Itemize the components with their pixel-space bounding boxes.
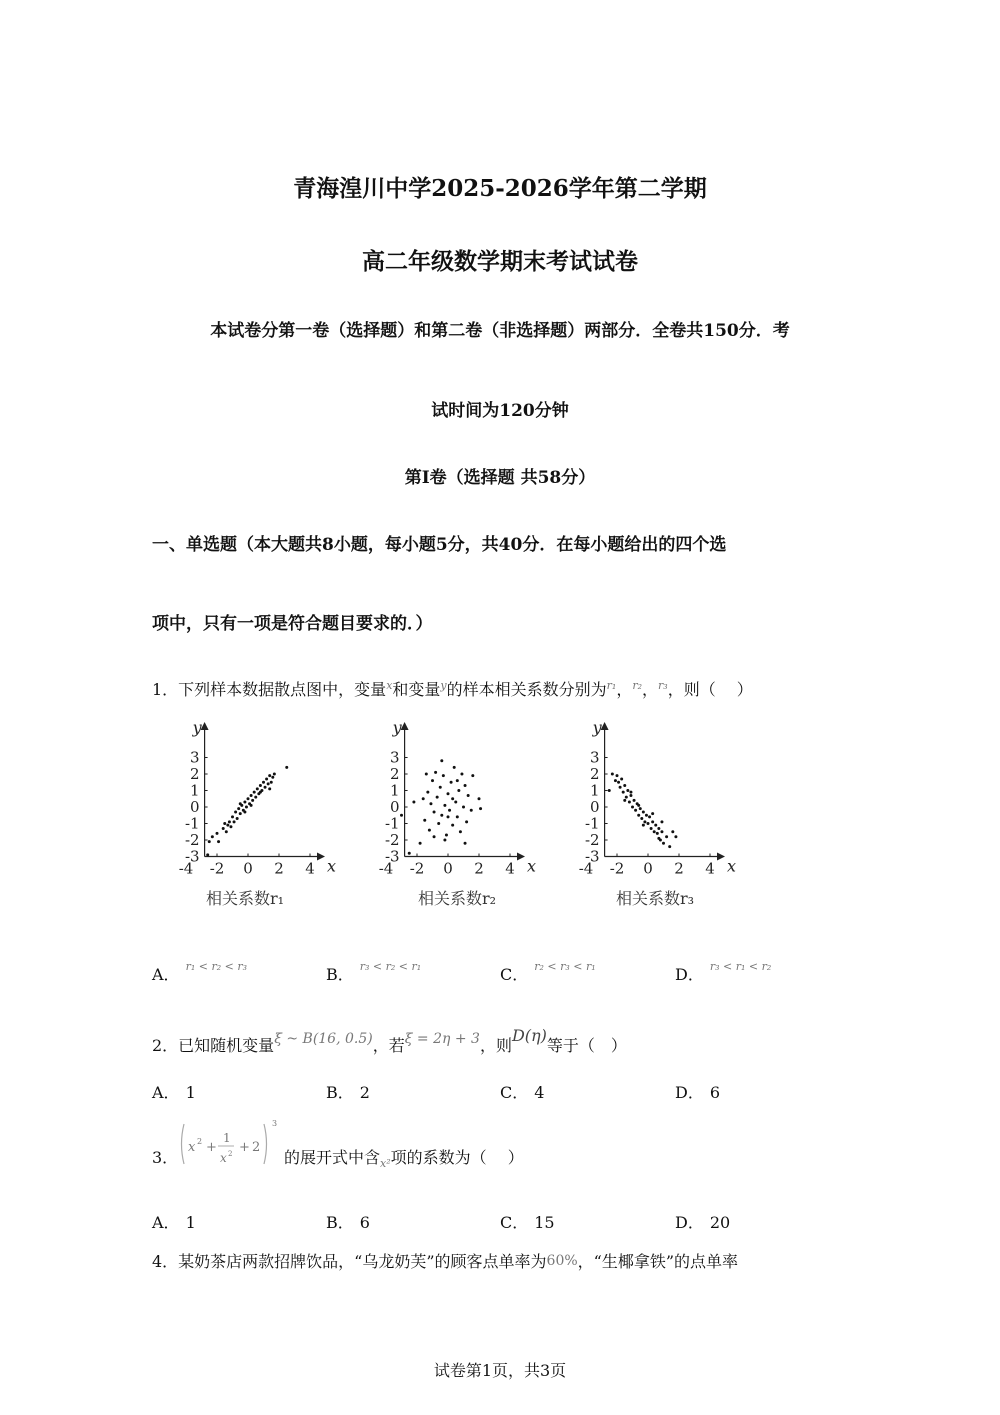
scatter-point <box>400 814 403 817</box>
scatter-point <box>225 830 228 833</box>
scatter-point <box>447 815 450 818</box>
x-tick-label: 4 <box>305 859 315 878</box>
scatter-chart-1 <box>155 718 345 878</box>
scatter-point <box>440 814 443 817</box>
scatter-point <box>443 804 446 807</box>
r2-symbol: r₂ <box>632 679 643 692</box>
q1-option-a[interactable]: A． $^{r_1 < r_2 < r_3}$ <box>152 960 247 984</box>
scatter-point <box>217 840 220 843</box>
scatter-point <box>668 845 671 848</box>
scatter-point <box>453 766 456 769</box>
scatter-point <box>642 824 645 827</box>
scatter-point <box>428 829 431 832</box>
svg-text:+: + <box>239 1140 250 1155</box>
part-heading: 第Ⅰ卷（选择题 共58分） <box>404 468 596 488</box>
scatter-point <box>259 791 262 794</box>
x-tick-label: -2 <box>409 859 425 878</box>
y-tick-label: -1 <box>384 814 400 833</box>
scatter-point <box>654 824 657 827</box>
scatter-point <box>247 797 250 800</box>
scatter-point <box>273 773 276 776</box>
y-tick-label: -3 <box>184 847 200 866</box>
scatter-point <box>628 801 631 804</box>
scatter-point <box>239 812 242 815</box>
scatter-point <box>431 779 434 782</box>
page-footer: 试卷第1页，共3页 <box>433 1361 567 1380</box>
x-tick-label: -4 <box>578 859 594 878</box>
distribution-expr: ξ ~ B(16, 0.5) <box>274 1031 373 1047</box>
scatter-point <box>608 789 611 792</box>
question-3-stem: 的展开式中含$_{x^2}$项的系数为（ ） <box>284 1148 524 1170</box>
x-tick-label: 2 <box>274 859 284 878</box>
chart-caption-1: 相关系数r₁ <box>205 889 285 908</box>
var-y: y <box>440 679 447 692</box>
scatter-point <box>651 820 654 823</box>
scatter-point <box>456 779 459 782</box>
rate-expr: 60% <box>546 1253 578 1269</box>
var-x: x <box>386 679 393 692</box>
y-tick-label: -3 <box>584 847 600 866</box>
y-tick-label: 0 <box>190 798 200 816</box>
scatter-point <box>631 806 634 809</box>
scatter-chart-2 <box>355 718 545 878</box>
scatter-point <box>223 822 226 825</box>
x-tick-label: -2 <box>609 859 625 878</box>
scatter-point <box>447 792 450 795</box>
scatter-point <box>445 834 448 837</box>
y-tick-label: 3 <box>190 748 200 767</box>
scatter-point <box>623 784 626 787</box>
section-heading-line-1: 一、单选题（本大题共8小题，每小题5分，共40分．在每小题给出的四个选 <box>152 535 727 555</box>
scatter-point <box>437 822 440 825</box>
y-tick-label: -3 <box>384 847 400 866</box>
scatter-point <box>464 784 467 787</box>
q1-option-c[interactable]: C． $^{r_2 < r_3 < r_1}$ <box>500 960 596 984</box>
q3-option-c[interactable]: C． 15 <box>500 1213 555 1232</box>
scatter-point <box>471 774 474 777</box>
y-tick-label: -1 <box>184 814 200 833</box>
scatter-point <box>450 781 453 784</box>
q2-option-a[interactable]: A． 1 <box>152 1083 196 1102</box>
y-axis-label: y <box>392 718 402 737</box>
y-tick-label: -2 <box>184 831 200 849</box>
scatter-point <box>470 809 473 812</box>
scatter-point <box>653 830 656 833</box>
scatter-point <box>216 832 219 835</box>
scatter-point <box>622 791 625 794</box>
scatter-point <box>425 773 428 776</box>
scatter-point <box>259 784 262 787</box>
scatter-point <box>629 791 632 794</box>
y-axis-arrow <box>401 722 409 730</box>
scatter-point <box>464 842 467 845</box>
svg-text:2: 2 <box>228 1150 233 1158</box>
y-axis-arrow <box>201 722 209 730</box>
scatter-point <box>651 812 654 815</box>
scatter-point <box>239 802 242 805</box>
scatter-point <box>237 807 240 810</box>
y-tick-label: 3 <box>390 748 400 767</box>
scatter-point <box>623 799 626 802</box>
page-title: 青海湟川中学2025-2026学年第二学期 <box>293 175 707 202</box>
scatter-point <box>211 835 214 838</box>
scatter-point <box>429 802 432 805</box>
scatter-point <box>614 779 617 782</box>
scatter-point <box>262 781 265 784</box>
question-1-stem: 1．下列样本数据散点图中，变量$^x$和变量$^y$的样本相关系数分别为$^{r_1}$，$^{r_2}$，$^{r_3}$，则（ ） <box>152 679 753 699</box>
scatter-point <box>639 807 642 810</box>
x-axis-arrow <box>317 853 325 861</box>
scatter-point <box>256 787 259 790</box>
expansion-expression <box>176 1118 281 1170</box>
scatter-point <box>267 782 270 785</box>
scatter-point <box>656 832 659 835</box>
x-tick-label: 0 <box>243 859 253 878</box>
scatter-point <box>662 842 665 845</box>
scatter-point <box>243 801 246 804</box>
scatter-point <box>465 820 468 823</box>
y-axis-arrow <box>601 722 609 730</box>
scatter-point <box>478 797 481 800</box>
y-tick-label: -1 <box>584 814 600 833</box>
scatter-point <box>451 824 454 827</box>
question-2-stem: 2．已知随机变量ξ ~ B(16, 0.5)，若ξ = 2η + 3，则D(η)等于（ ） <box>152 1026 627 1055</box>
scatter-point <box>442 774 445 777</box>
x-axis-arrow <box>717 853 725 861</box>
scatter-point <box>620 777 623 780</box>
scatter-point <box>408 852 411 855</box>
scatter-point <box>443 839 446 842</box>
x-tick-label: -4 <box>378 859 394 878</box>
scatter-point <box>264 786 267 789</box>
y-tick-label: 2 <box>390 765 400 783</box>
scatter-point <box>422 797 425 800</box>
scatter-point <box>231 815 234 818</box>
scatter-point <box>285 766 288 769</box>
scatter-chart-3 <box>555 718 745 878</box>
scatter-point <box>647 822 650 825</box>
x-tick-label: 2 <box>674 859 684 878</box>
scatter-point <box>270 781 273 784</box>
scatter-point <box>457 789 460 792</box>
variance-expr: D(η) <box>511 1026 547 1045</box>
scatter-point <box>229 825 232 828</box>
scatter-point <box>451 797 454 800</box>
scatter-point <box>419 842 422 845</box>
x-tick-label: 2 <box>474 859 484 878</box>
y-tick-label: 1 <box>190 781 200 800</box>
scatter-point <box>268 787 271 790</box>
q1-option-b[interactable]: B． $^{r_3 < r_2 < r_1}$ <box>326 960 422 984</box>
term-expr: x² <box>380 1157 391 1170</box>
section-heading-line-2: 项中，只有一项是符合题目要求的．） <box>152 614 433 634</box>
q2-option-b[interactable]: B． 2 <box>326 1083 370 1102</box>
x-axis-label: x <box>727 856 737 876</box>
scatter-point <box>657 837 660 840</box>
scatter-point <box>226 824 229 827</box>
svg-text:3: 3 <box>272 1119 278 1128</box>
y-tick-label: -2 <box>384 831 400 849</box>
scatter-point <box>243 810 246 813</box>
scatter-point <box>412 801 415 804</box>
scatter-point <box>254 796 257 799</box>
x-axis-label: x <box>327 856 337 876</box>
scatter-point <box>640 817 643 820</box>
scatter-point <box>206 853 209 856</box>
scatter-point <box>674 835 677 838</box>
scatter-point <box>448 809 451 812</box>
scatter-point <box>660 830 663 833</box>
scatter-point <box>460 773 463 776</box>
scatter-point <box>459 830 462 833</box>
x-axis-label: x <box>527 856 537 876</box>
scatter-point <box>234 810 237 813</box>
scatter-point <box>250 804 253 807</box>
x-tick-label: 0 <box>643 859 653 878</box>
y-tick-label: 0 <box>390 798 400 816</box>
scatter-point <box>467 794 470 797</box>
scatter-point <box>268 774 271 777</box>
scatter-point <box>660 820 663 823</box>
scatter-point <box>454 801 457 804</box>
scatter-point <box>433 835 436 838</box>
scatter-point <box>228 820 231 823</box>
scatter-point <box>626 789 629 792</box>
svg-text:x: x <box>188 1140 196 1155</box>
scatter-point <box>434 771 437 774</box>
y-tick-label: 2 <box>190 765 200 783</box>
y-tick-label: 1 <box>590 781 600 800</box>
r3-symbol: r₃ <box>658 679 668 692</box>
scatter-point <box>616 774 619 777</box>
chart-caption-3: 相关系数r₃ <box>615 889 695 908</box>
scatter-point <box>426 791 429 794</box>
scatter-point <box>657 827 660 830</box>
svg-text:+: + <box>206 1140 217 1155</box>
q2-option-d[interactable]: D． 6 <box>675 1083 721 1102</box>
scatter-point <box>479 807 482 810</box>
question-3-prefix: 3． <box>152 1148 179 1167</box>
scatter-point <box>250 794 253 797</box>
x-tick-label: -4 <box>178 859 194 878</box>
q1-option-d[interactable]: D． $^{r_3 < r_1 < r_2}$ <box>675 960 772 984</box>
scatter-point <box>643 820 646 823</box>
scatter-point <box>271 776 274 779</box>
page-subtitle: 高二年级数学期末考试试卷 <box>362 248 638 275</box>
q3-option-b[interactable]: B． 6 <box>326 1213 370 1232</box>
scatter-point <box>671 830 674 833</box>
svg-text:2: 2 <box>252 1140 261 1155</box>
chart-caption-2: 相关系数r₂ <box>417 889 497 908</box>
scatter-point <box>423 819 426 822</box>
scatter-point <box>462 806 465 809</box>
scatter-point <box>637 804 640 807</box>
svg-text:1: 1 <box>223 1131 231 1145</box>
scatter-point <box>251 799 254 802</box>
svg-text:2: 2 <box>197 1137 203 1146</box>
y-tick-label: 0 <box>590 798 600 816</box>
scatter-point <box>665 835 668 838</box>
scatter-point <box>650 827 653 830</box>
scatter-point <box>637 814 640 817</box>
scatter-point <box>433 810 436 813</box>
x-tick-label: 4 <box>705 859 715 878</box>
scatter-point <box>440 759 443 762</box>
scatter-point <box>208 840 211 843</box>
svg-text:x: x <box>220 1151 227 1165</box>
scatter-point <box>642 810 645 813</box>
scatter-point <box>617 781 620 784</box>
scatter-point <box>456 815 459 818</box>
y-axis-label: y <box>192 718 202 737</box>
scatter-point <box>439 786 442 789</box>
scatter-point <box>645 814 648 817</box>
scatter-point <box>233 820 236 823</box>
intro-line-1: 本试卷分第一卷（选择题）和第二卷（非选择题）两部分．全卷共150分．考 <box>210 321 790 341</box>
scatter-point <box>633 799 636 802</box>
scatter-point <box>265 777 268 780</box>
scatter-point <box>253 791 256 794</box>
x-tick-label: 4 <box>505 859 515 878</box>
y-axis-label: y <box>592 718 602 737</box>
question-4-stem: 4．某奶茶店两款招牌饮品，“乌龙奶芙”的顾客点单率为60%，“生椰拿铁”的点单率 <box>152 1252 739 1271</box>
intro-line-2: 试时间为120分钟 <box>431 401 569 421</box>
scatter-point <box>634 809 637 812</box>
y-tick-label: 2 <box>590 765 600 783</box>
y-tick-label: 1 <box>390 781 400 800</box>
scatter-point <box>619 786 622 789</box>
q3-option-d[interactable]: D． 20 <box>675 1213 731 1232</box>
q2-option-c[interactable]: C． 4 <box>500 1083 545 1102</box>
x-tick-label: -2 <box>209 859 225 878</box>
scatter-point <box>236 817 239 820</box>
y-tick-label: -2 <box>584 831 600 849</box>
scatter-point <box>611 773 614 776</box>
scatter-point <box>629 794 632 797</box>
r1-symbol: r₁ <box>606 679 617 692</box>
scatter-point <box>436 796 439 799</box>
x-tick-label: 0 <box>443 859 453 878</box>
scatter-point <box>222 827 225 830</box>
scatter-point <box>625 796 628 799</box>
scatter-point <box>245 806 248 809</box>
relation-expr: ξ = 2η + 3 <box>404 1031 480 1047</box>
y-tick-label: 3 <box>590 748 600 767</box>
q3-option-a[interactable]: A． 1 <box>152 1213 196 1232</box>
x-axis-arrow <box>517 853 525 861</box>
scatter-point <box>648 815 651 818</box>
